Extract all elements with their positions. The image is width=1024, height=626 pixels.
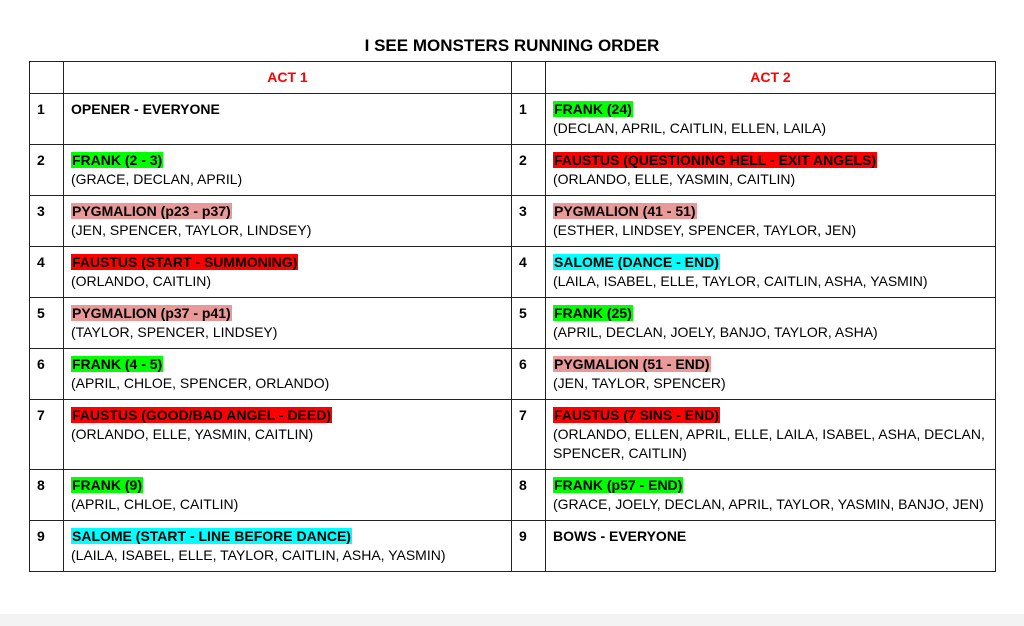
cast-list: (DECLAN, APRIL, CAITLIN, ELLEN, LAILA) xyxy=(553,120,827,136)
act-2-scene-number: 2 xyxy=(512,145,546,196)
act-1-scene-number: 1 xyxy=(30,94,64,145)
act-2-scene-cell xyxy=(546,298,996,349)
cast-list: (ESTHER, LINDSEY, SPENCER, TAYLOR, JEN) xyxy=(553,222,857,238)
cast-list: (ORLANDO, CAITLIN) xyxy=(71,273,212,289)
cast-list: (ORLANDO, ELLE, YASMIN, CAITLIN) xyxy=(71,426,314,442)
act-2-scene-number: 4 xyxy=(512,247,546,298)
scene-title: FRANK (25) xyxy=(554,305,632,321)
scene-title: FRANK (24) xyxy=(554,101,632,117)
scene-title: SALOME (DANCE - END) xyxy=(554,254,719,270)
act-1-scene-number: 5 xyxy=(30,298,64,349)
act-2-scene-number: 6 xyxy=(512,349,546,400)
table-row xyxy=(30,400,996,470)
act-2-scene-cell xyxy=(546,349,996,400)
scene-title: FAUSTUS (GOOD/BAD ANGEL - DEED) xyxy=(72,407,332,423)
cast-list: (GRACE, JOELY, DECLAN, APRIL, TAYLOR, YASMIN, BANJO, JEN) xyxy=(553,496,984,512)
act-2-scene-cell xyxy=(546,196,996,247)
cast-list: (JEN, SPENCER, TAYLOR, LINDSEY) xyxy=(71,222,312,238)
header-empty-cell xyxy=(30,62,64,94)
scene-title: PYGMALION (41 - 51) xyxy=(554,203,696,219)
cast-list: (APRIL, CHLOE, SPENCER, ORLANDO) xyxy=(71,375,330,391)
act-1-scene-number: 9 xyxy=(30,521,64,572)
scene-title: FRANK (9) xyxy=(72,477,142,493)
scene-title: BOWS - EVERYONE xyxy=(553,528,687,544)
act-1-scene-number: 4 xyxy=(30,247,64,298)
header-row xyxy=(30,62,996,94)
table-row xyxy=(30,470,996,521)
act-2-scene-cell xyxy=(546,400,996,470)
act-2-scene-cell xyxy=(546,94,996,145)
table-row xyxy=(30,521,996,572)
act-2-scene-number: 1 xyxy=(512,94,546,145)
scene-title: FRANK (2 - 3) xyxy=(72,152,163,168)
scene-title: PYGMALION (p37 - p41) xyxy=(72,305,231,321)
scene-title: FAUSTUS (QUESTIONING HELL - EXIT ANGELS) xyxy=(554,152,877,168)
cast-list: (GRACE, DECLAN, APRIL) xyxy=(71,171,243,187)
cast-list: (LAILA, ISABEL, ELLE, TAYLOR, CAITLIN, ASHA, YASMIN) xyxy=(553,273,928,289)
act-1-scene-cell xyxy=(64,470,512,521)
scene-title: PYGMALION (p23 - p37) xyxy=(72,203,231,219)
act-2-scene-number: 9 xyxy=(512,521,546,572)
act-1-scene-cell xyxy=(64,298,512,349)
scene-title: FRANK (4 - 5) xyxy=(72,356,163,372)
act-1-scene-number: 6 xyxy=(30,349,64,400)
act-2-scene-number: 8 xyxy=(512,470,546,521)
act-2-header: ACT 2 xyxy=(546,62,996,94)
table-row xyxy=(30,247,996,298)
act-2-scene-number: 5 xyxy=(512,298,546,349)
act-1-scene-cell xyxy=(64,349,512,400)
scene-title: PYGMALION (51 - END) xyxy=(554,356,710,372)
act-2-scene-cell xyxy=(546,145,996,196)
table-row xyxy=(30,196,996,247)
act-1-scene-cell xyxy=(64,400,512,470)
table-row xyxy=(30,145,996,196)
table-row xyxy=(30,298,996,349)
cast-list: (LAILA, ISABEL, ELLE, TAYLOR, CAITLIN, ASHA, YASMIN) xyxy=(71,547,446,563)
act-1-scene-cell xyxy=(64,145,512,196)
cast-list: (APRIL, DECLAN, JOELY, BANJO, TAYLOR, ASHA) xyxy=(553,324,878,340)
table-row xyxy=(30,349,996,400)
act-1-scene-cell xyxy=(64,94,512,145)
cast-list: (APRIL, CHLOE, CAITLIN) xyxy=(71,496,239,512)
cast-list: (ORLANDO, ELLE, YASMIN, CAITLIN) xyxy=(553,171,796,187)
act-2-scene-number: 7 xyxy=(512,400,546,470)
act-1-scene-cell xyxy=(64,196,512,247)
scene-title: FAUSTUS (7 SINS - END) xyxy=(554,407,719,423)
act-2-scene-cell xyxy=(546,470,996,521)
act-1-scene-cell xyxy=(64,521,512,572)
page-title: I SEE MONSTERS RUNNING ORDER xyxy=(364,36,660,55)
act-2-scene-number: 3 xyxy=(512,196,546,247)
running-order-table xyxy=(29,61,996,572)
scene-title: FRANK (p57 - END) xyxy=(554,477,683,493)
act-2-scene-cell xyxy=(546,247,996,298)
act-1-scene-cell xyxy=(64,247,512,298)
header-empty-cell xyxy=(512,62,546,94)
table-row xyxy=(30,94,996,145)
page-footer-bar xyxy=(0,614,1024,626)
act-1-scene-number: 2 xyxy=(30,145,64,196)
act-2-scene-cell xyxy=(546,521,996,572)
cast-list: (JEN, TAYLOR, SPENCER) xyxy=(553,375,726,391)
scene-title: OPENER - EVERYONE xyxy=(71,101,220,117)
act-1-scene-number: 7 xyxy=(30,400,64,470)
cast-list: (ORLANDO, ELLEN, APRIL, ELLE, LAILA, ISABEL, ASHA, DECLAN, SPENCER, CAITLIN) xyxy=(553,426,985,461)
act-1-scene-number: 8 xyxy=(30,470,64,521)
act-1-scene-number: 3 xyxy=(30,196,64,247)
scene-title: FAUSTUS (START - SUMMONING) xyxy=(72,254,298,270)
scene-title: SALOME (START - LINE BEFORE DANCE) xyxy=(72,528,351,544)
act-1-header: ACT 1 xyxy=(64,62,512,94)
cast-list: (TAYLOR, SPENCER, LINDSEY) xyxy=(71,324,278,340)
